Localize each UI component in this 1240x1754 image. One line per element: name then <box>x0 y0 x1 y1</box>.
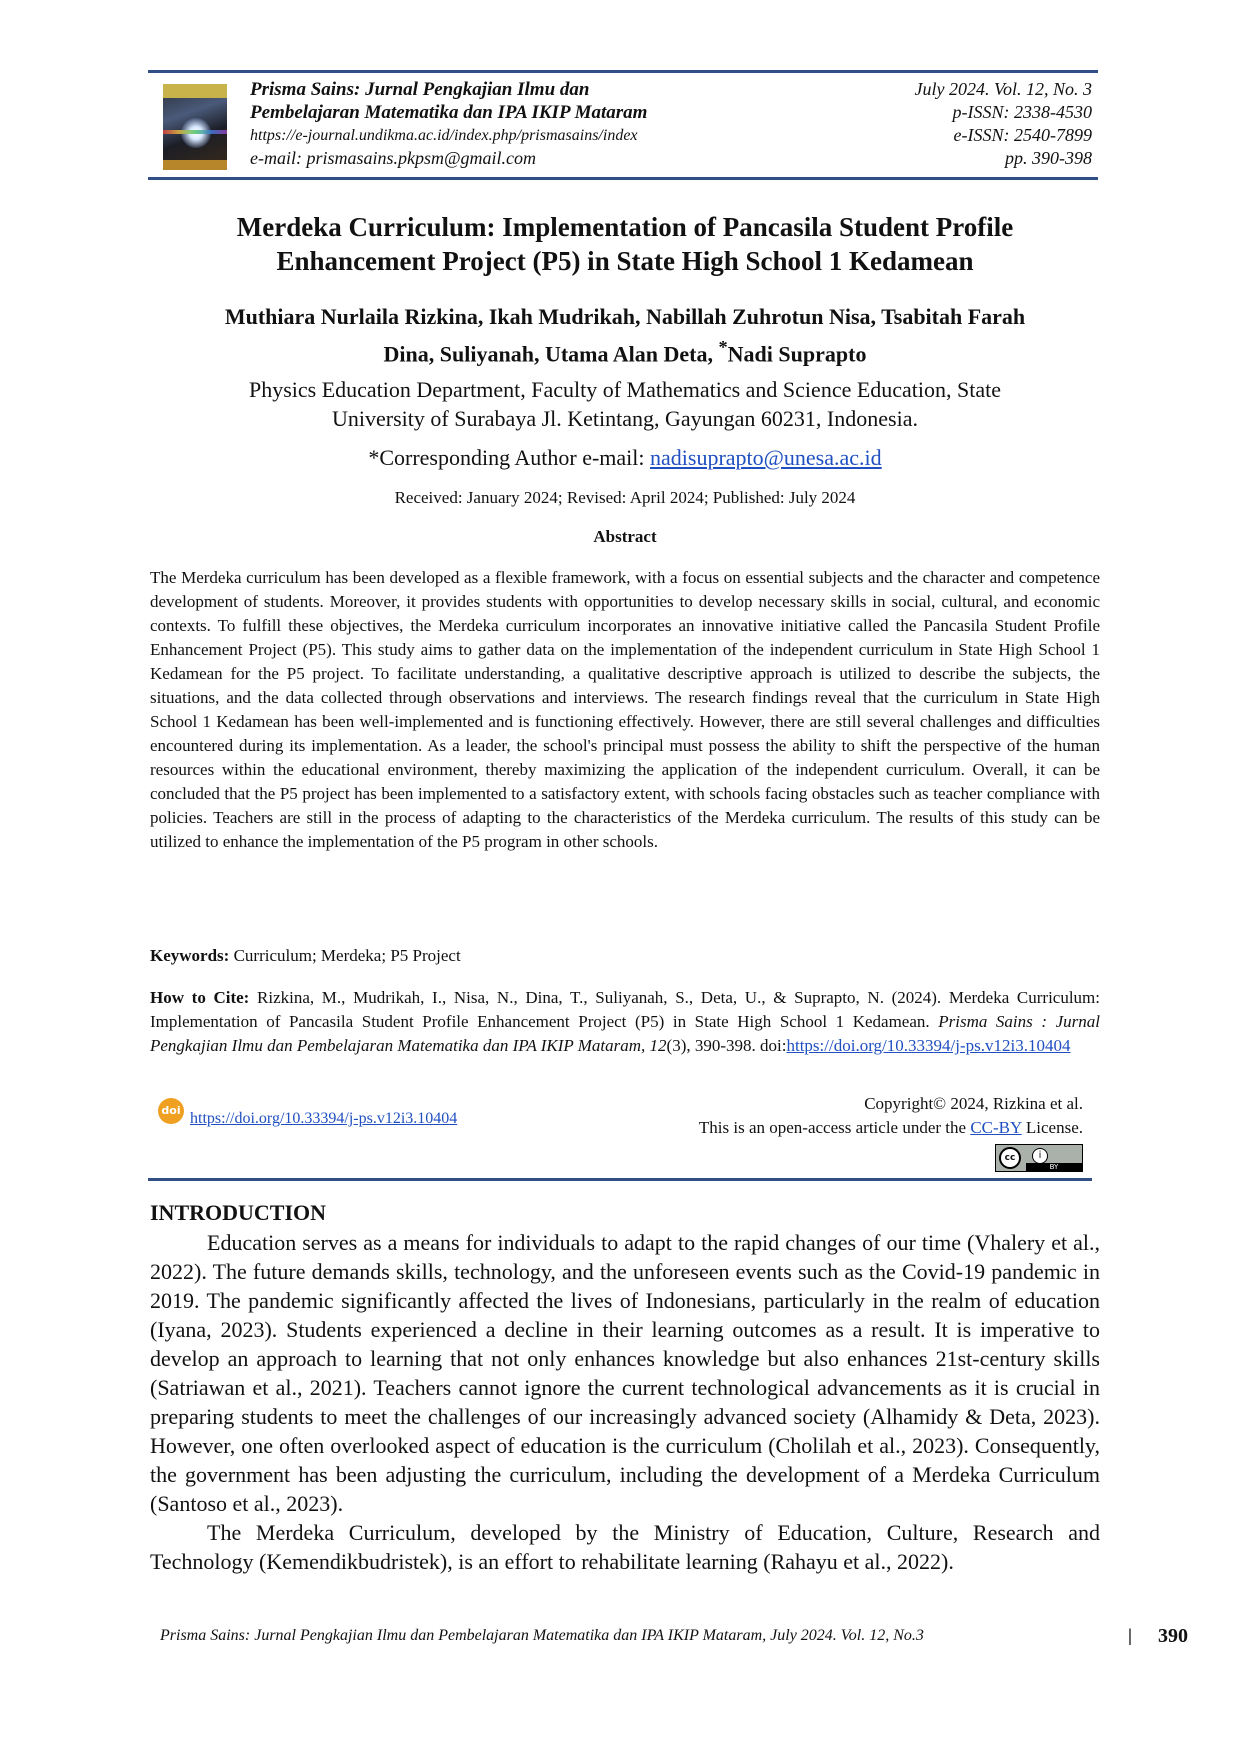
abstract-text: The Merdeka curriculum has been developed as a flexible framework, with a focus on essential subjects and the character and competence development of students. Moreover, it provides students with opportunities to develop necessary skills in social, cultural, and economic contexts. To fulfill these objectives, the Merdeka curriculum incorporates an innovative initiative called the Pancasila Student Profile Enhancement Project (P5). This study aims to gather data on the implementation of the independent curriculum in State High School 1 Kedamean for the P5 project. To facilitate understanding, a qualitative descriptive approach is utilized to describe the subjects, the situations, and the data collected through observations and interviews. The research findings reveal that the curriculum in State High School 1 Kedamean has been well-implemented and is functioning effectively. However, there are still several challenges and difficulties encountered during its implementation. As a leader, the school's principal must possess the ability to shift the perspective of the human resources within the educational environment, thereby maximizing the application of the independent curriculum. Overall, it can be concluded that the P5 project has been implemented to a satisfactory extent, with schools facing obstacles such as teacher compliance with policies. Teachers are still in the process of adapting to the characteristics of the Merdeka curriculum. The results of this study can be utilized to enhance the implementation of the P5 program in other schools. <box>150 568 1100 851</box>
how-to-cite: How to Cite: Rizkina, M., Mudrikah, I., Nisa, N., Dina, T., Suliyanah, S., Deta, U., & Suprapto, N. (2024). Merdeka Curriculum: Implementation of Pancasila Student Profile Enhancement Project (P5) in State High School 1 Kedamean. Prisma Sains : Jurnal Pengkajian Ilmu dan Pembelajaran Matematika dan IPA IKIP Mataram, 12(3), 390-398. doi:https://doi.org/10.33394/j-ps.v12i3.10404 <box>150 988 1101 1055</box>
cite-doi-link[interactable]: https://doi.org/10.33394/j-ps.v12i3.10404 <box>786 1036 1071 1055</box>
doi-icon: doi <box>158 1098 184 1124</box>
page-footer: Prisma Sains: Jurnal Pengkajian Ilmu dan Pembelajaran Matematika dan IPA IKIP Mataram, July 2024. Vol. 12, No.3 <box>160 1627 924 1644</box>
copyright-notice: Copyright© 2024, Rizkina et al. This is an open-access article under the CC-BY License. <box>698 1094 1083 1137</box>
issue-info <box>915 78 1093 170</box>
page-number: 390 <box>1158 1625 1188 1647</box>
paper-title: Merdeka Curriculum: Implementation of Pancasila Student Profile Enhancement Project (P5) in State High School 1 Kedamean <box>236 212 1014 276</box>
footer-separator: | <box>1128 1625 1132 1645</box>
page-range: pp. 390-398 <box>1005 148 1092 168</box>
intro-paragraph: Education serves as a means for individuals to adapt to the rapid changes of our time (Vhalery et al., 2022). The future demands skills, technology, and the unforeseen events such as the Covid-19 pandemic in 2019. The pandemic significantly affected the lives of Indonesians, particularly in the realm of education (Iyana, 2023). Students experienced a decline in their learning outcomes as a result. It is imperative to develop an approach to learning that not only enhances knowledge but also enhances 21st-century skills (Satriawan et al., 2021). Teachers cannot ignore the current technological advancements as it is crucial in preparing students to meet the challenges of our increasingly advanced society (Alhamidy & Deta, 2023). However, one often overlooked aspect of education is the curriculum (Cholilah et al., 2023). Consequently, the government has been adjusting the curriculum, including the development of a Merdeka Curriculum (Santoso et al., 2023). <box>150 1230 1100 1516</box>
e-issn: e-ISSN: 2540-7899 <box>953 125 1092 145</box>
introduction-body <box>150 1228 1100 1576</box>
keywords: Keywords: Curriculum; Merdeka; P5 Project <box>150 946 461 965</box>
cc-icon: cc <box>999 1147 1021 1169</box>
submission-dates: Received: January 2024; Revised: April 2024; Published: July 2024 <box>394 488 856 507</box>
introduction-heading: INTRODUCTION <box>150 1200 327 1225</box>
header-bottom-rule <box>148 177 1098 180</box>
corresponding-marker: * <box>718 337 728 357</box>
journal-url[interactable]: https://e-journal.undikma.ac.id/index.php/prismasains/index <box>250 127 638 144</box>
section-divider <box>148 1178 1092 1181</box>
journal-cover-image <box>163 84 227 170</box>
journal-email: e-mail: prismasains.pkpsm@gmail.com <box>250 148 537 168</box>
header-top-rule <box>148 70 1098 73</box>
issue-date: July 2024. Vol. 12, No. 3 <box>914 79 1092 99</box>
p-issn: p-ISSN: 2338-4530 <box>952 102 1092 122</box>
corresponding-author: *Corresponding Author e-mail: nadisuprapto@unesa.ac.id <box>368 445 882 470</box>
journal-info <box>250 78 647 169</box>
cc-by-badge-icon[interactable]: cc i BY <box>995 1144 1083 1172</box>
doi-link[interactable]: https://doi.org/10.33394/j-ps.v12i3.10404 <box>190 1110 458 1127</box>
affiliation: Physics Education Department, Faculty of Mathematics and Science Education, State University of Surabaya Jl. Ketintang, Gayungan 60231, Indonesia. <box>248 377 1002 431</box>
cc-by-link[interactable]: CC-BY <box>970 1118 1022 1137</box>
corresponding-email-link[interactable]: nadisuprapto@unesa.ac.id <box>650 445 882 470</box>
intro-paragraph: The Merdeka Curriculum, developed by the Ministry of Education, Culture, Research and Technology (Kemendikbudristek), is an effort to rehabilitate learning (Rahayu et al., 2022). <box>150 1520 1100 1574</box>
abstract-heading: Abstract <box>593 527 657 546</box>
author-list: Muthiara Nurlaila Rizkina, Ikah Mudrikah, Nabillah Zuhrotun Nisa, Tsabitah Farah Dina, Suliyanah, Utama Alan Deta, *Nadi Suprapto <box>224 304 1026 367</box>
attribution-icon: i <box>1032 1148 1048 1164</box>
journal-name-line2: Pembelajaran Matematika dan IPA IKIP Mataram <box>250 102 648 123</box>
journal-name-line1: Prisma Sains: Jurnal Pengkajian Ilmu dan <box>250 79 590 100</box>
